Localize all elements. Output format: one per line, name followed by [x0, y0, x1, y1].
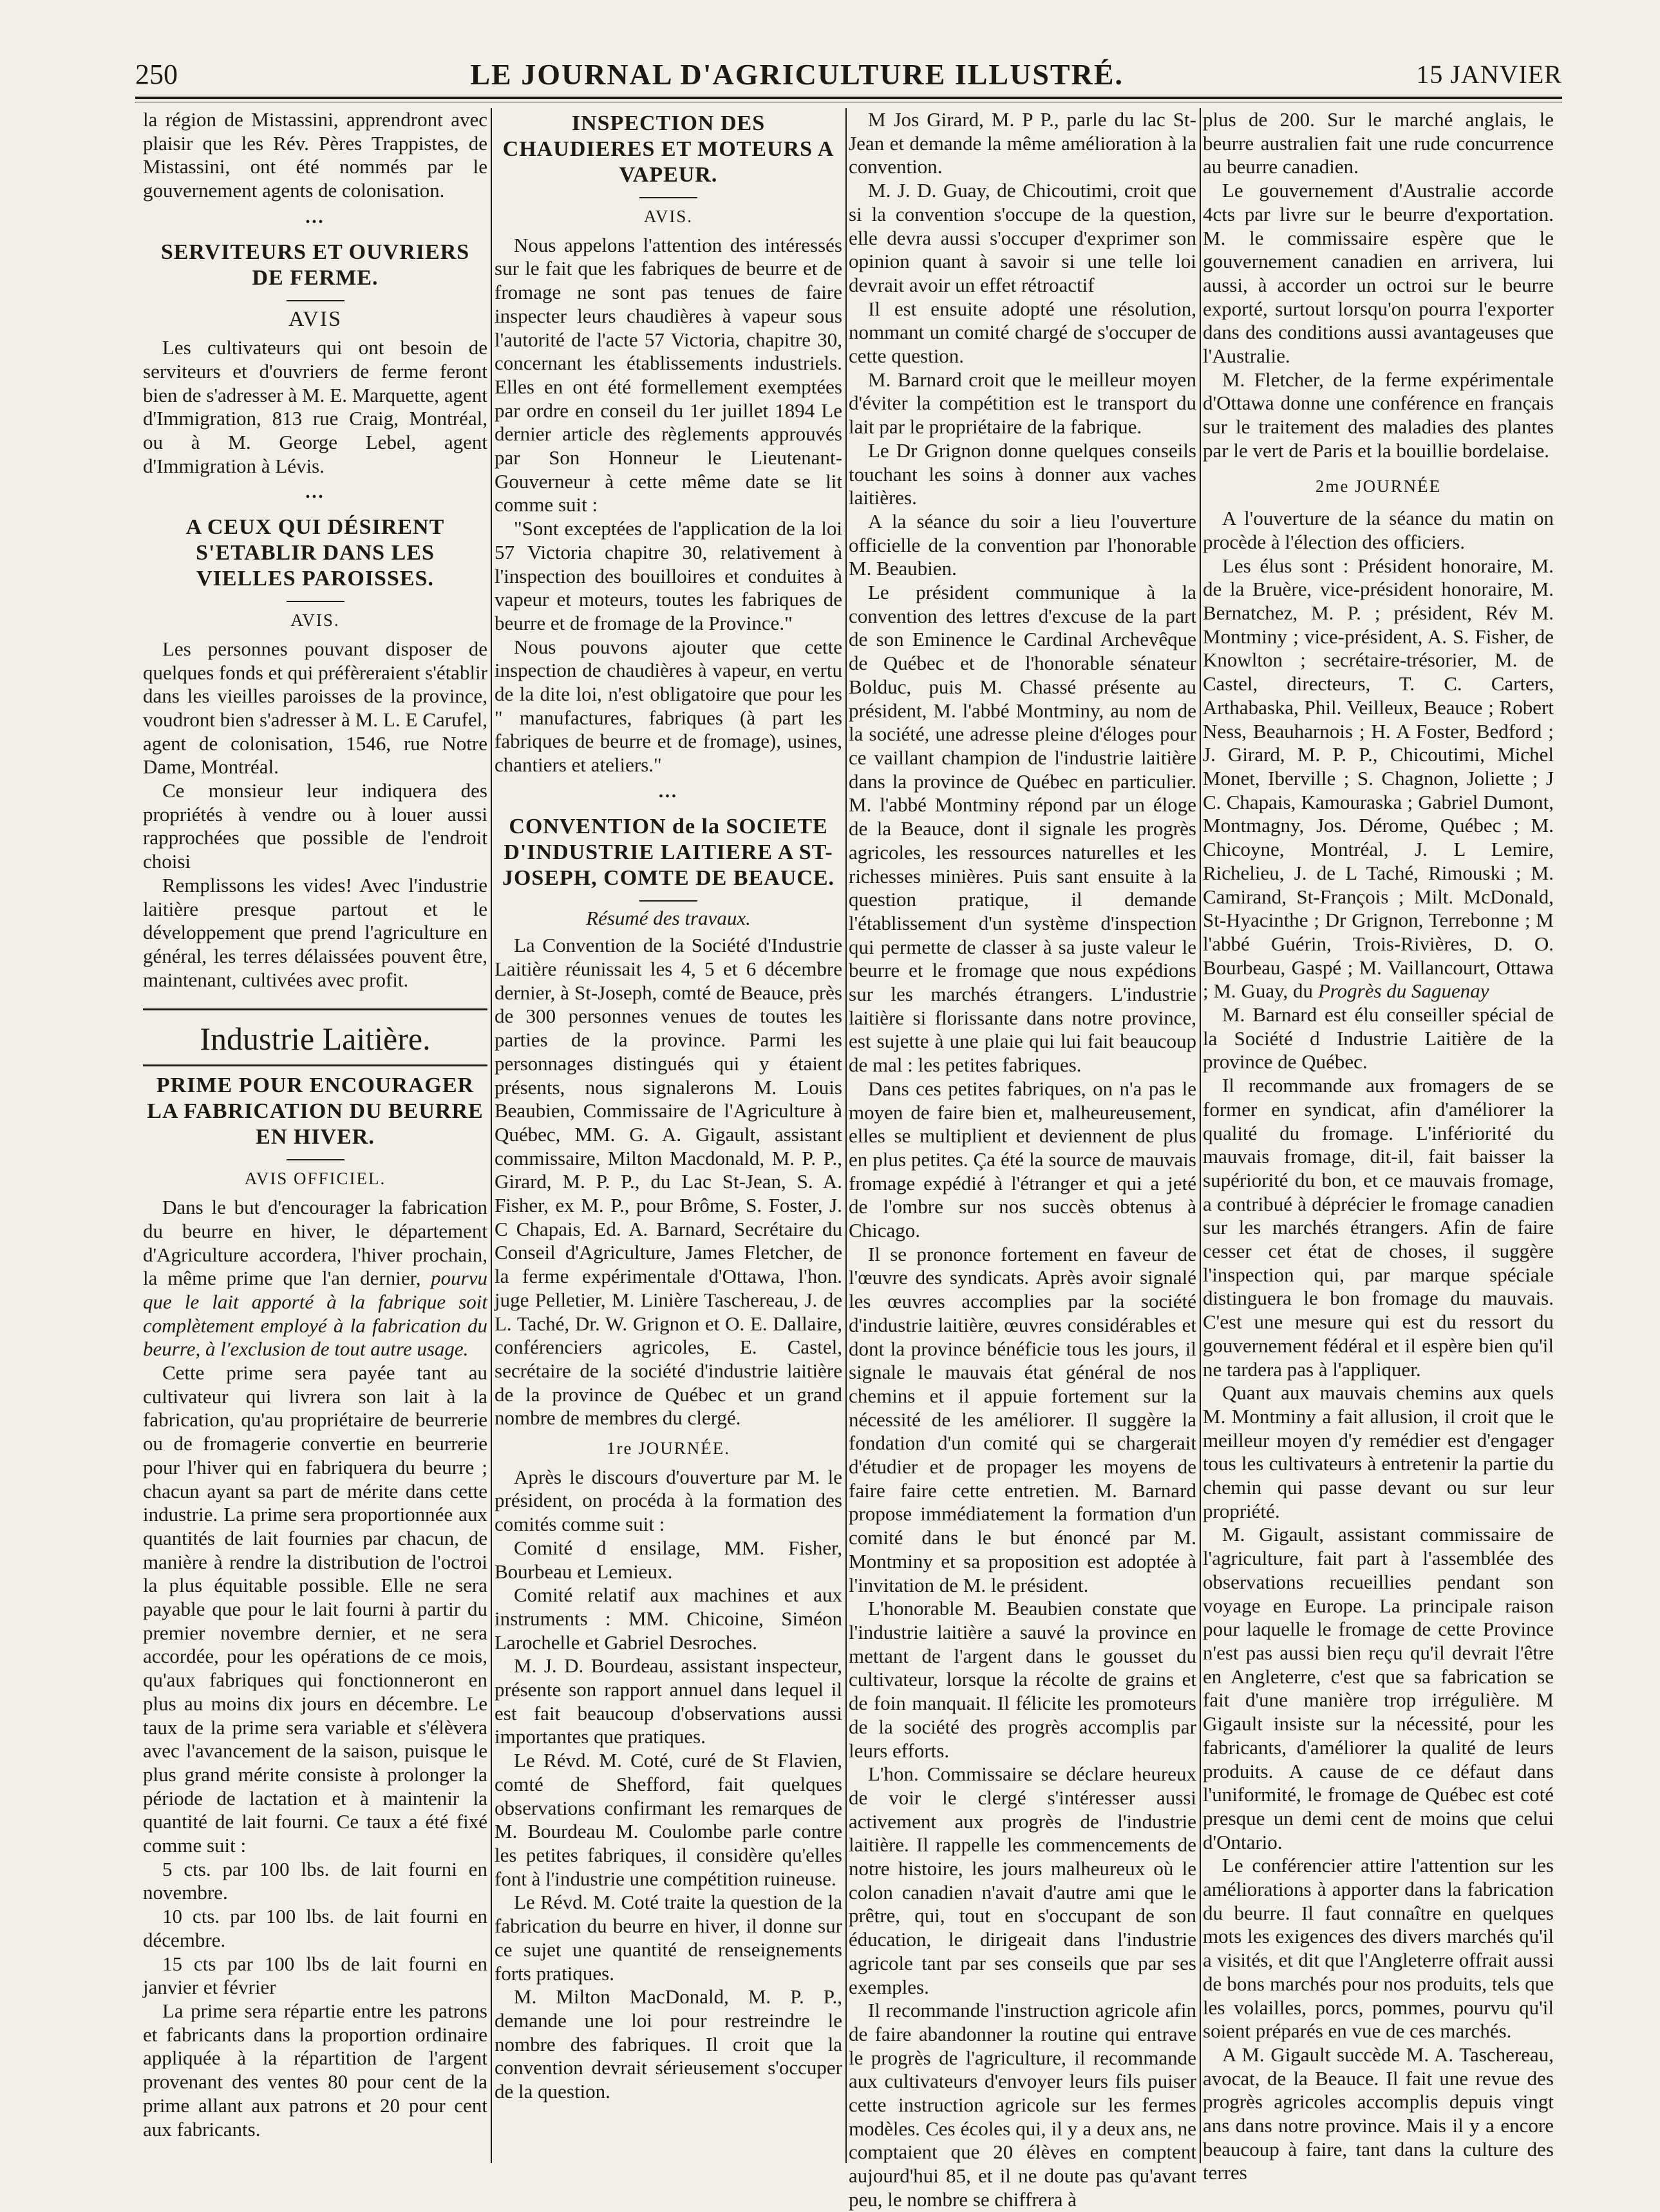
paragraph: M. J. D. Guay, de Chicoutimi, croit que si la convention s'occupe de la question, elle devra aussi s'occuper d'exprimer son opinion quant à savoir si une telle loi devrait avoir un effet rétroactif — [849, 179, 1196, 296]
headline-ceux-qui-desirent: A CEUX QUI DÉSIRENT S'ETABLIR DANS LES VIELLES PAROISSES. — [185, 515, 445, 591]
paragraph: Les cultivateurs qui ont besoin de serviteurs et d'ouvriers de ferme feront bien de s'adresser à M. E. Marquette, agent d'Immigration, 813 rue Craig, Montréal, ou à M. George Lebel, agent d'Immigration à Lévis. — [143, 336, 487, 477]
paragraph: Il recommande aux fromagers de se former en syndicat, afin d'améliorer la qualité du fromage. L'infériorité du mauvais fromage, dit-il, fait baisser la supériorité du bon, et ce mauvais fromage, a contribué à déprécier le fromage canadien sur les marchés étrangers. Afin de faire cesser cet état de choses, il suggère l'inspection qui, par marque spéciale distinguera le bon fromage du mauvais. C'est une mesure qui est du ressort du gouvernement fédéral et il espère bien qu'il ne tardera pas à l'appliquer. — [1203, 1074, 1554, 1381]
paragraph: Remplissons les vides! Avec l'industrie laitière presque partout et le développement que prend l'agriculture en général, les terres délaissées pouvent être, maintenant, cultivées avec profit. — [143, 873, 487, 991]
column-4 — [1203, 108, 1554, 2184]
paragraph: Il se prononce fortement en faveur de l'œuvre des syndicats. Après avoir signalé les œuvres accomplies par la société d'industrie laitière, œuvres considérables et dont la province bénéficie tous les jours, il signale le mauvais état général de nos chemins et il appuie fortement sur la nécessité de les améliorer. Il suggère la fondation d'un comité qui se chargerait d'étudier et de propager les moyens de faire faire cette entretien. M. Barnard propose immédiatement la formation d'un comité dans le but énoncé par M. Montminy et sa proposition est adoptée à l'invitation de M. le président. — [849, 1242, 1196, 1596]
paragraph: Comité d ensilage, MM. Fisher, Bourbeau et Lemieux. — [495, 1536, 842, 1583]
paragraph: Le conférencier attire l'attention sur les améliorations à apporter dans la fabrication du beurre. Il faut connaître en quelques mots les exigences des divers marchés qu'il a visités, et dit que l'Angleterre offrait aussi de bons marchés pour nos produits, tels que les volailles, porcs, pommes, pourvu qu'il soient préparés en vue de ces marchés. — [1203, 1854, 1554, 2043]
paragraph: la région de Mistassini, apprendront avec plaisir que les Rév. Pères Trappistes, de Mistassini, ont été nommés par le gouvernement agents de colonisation. — [143, 108, 487, 202]
short-rule — [639, 197, 697, 198]
paragraph: M. Milton MacDonald, M. P. P., demande une loi pour restreindre le nombre des fabriques. Il croit que la convention devrait sérieusement s'occuper de la question. — [495, 1985, 842, 2103]
paragraph: M Jos Girard, M. P P., parle du lac St-Jean et demande la même amélioration à la convention. — [849, 108, 1196, 178]
section-separator: ••• — [305, 214, 325, 229]
section-separator: ••• — [658, 789, 678, 804]
paragraph: Nous pouvons ajouter que cette inspection de chaudières à vapeur, en vertu de la dite loi, n'est obligatoire que pour les " manufactures, fabriques (à part les fabriques de beurre et de fromage), usines, chantiers et ateliers." — [495, 635, 842, 777]
paragraph — [143, 1196, 487, 1361]
paragraph: 10 cts. par 100 lbs. de lait fourni en décembre. — [143, 1905, 487, 1951]
headline-serviteurs: SERVITEURS ET OUVRIERS DE FERME. — [160, 240, 470, 290]
paragraph: M. Gigault, assistant commissaire de l'agriculture, fait part à l'assemblée des observations recueillies pendant son voyage en Europe. La principale raison pour laquelle le fromage de cette Province n'est pas aussi bien reçu qu'il devrait l'être en Angleterre, c'est que sa fabrication se fait d'une manière trop irrégulière. M Gigault insiste sur la nécessité, pour les fabricants, d'améliorer la qualité de leurs produits. A cause de ce défaut dans l'uniformité, le fromage de Québec est coté presque un demi cent de moins que celui d'Ontario. — [1203, 1523, 1554, 1853]
column-divider — [491, 108, 492, 2163]
subhead-1re-journee: 1re JOURNÉE. — [607, 1439, 730, 1459]
subhead-avis: AVIS. — [290, 610, 340, 630]
column-2 — [495, 108, 842, 2163]
section-rule — [143, 1064, 487, 1066]
paragraph: Le Révd. M. Coté, curé de St Flavien, comté de Shefford, fait quelques observations confirmant les remarques de M. Bourdeau M. Coulombe parle contre les petites fabriques, il considère qu'elles font à l'industrie une compétition ruineuse. — [495, 1749, 842, 1890]
column-divider — [1200, 108, 1201, 2163]
paragraph: L'honorable M. Beaubien constate que l'industrie laitière a sauvé la province en mettant de l'argent dans le gousset du cultivateur, lorsque la récolte de grains et de foin manquait. Il félicite les promoteurs de la société des progrès accomplis par leurs efforts. — [849, 1597, 1196, 1762]
short-rule — [639, 900, 697, 902]
header-rule — [135, 97, 1562, 99]
paragraph: A la séance du soir a lieu l'ouverture officielle de la convention par l'honorable M. Beaubien. — [849, 509, 1196, 580]
paragraph: L'hon. Commissaire se déclare heureux de voir le clergé s'intéresser aussi activement aux progrès de l'industrie laitière. Il rappelle les commencements de notre histoire, les jours malheureux où le colon canadien n'avait d'autre ami que le prêtre, qui, tout en s'occupant de son éducation, le dirigeait dans l'industrie agricole tant par ses conseils que par ses exemples. — [849, 1763, 1196, 1998]
paragraph: Le Dr Grignon donne quelques conseils touchant les soins à donner aux vaches laitières. — [849, 439, 1196, 509]
headline-inspection: INSPECTION DES CHAUDIERES ET MOTEURS A VAPEUR. — [502, 111, 835, 187]
short-rule — [287, 601, 344, 602]
paragraph: "Sont exceptées de l'application de la loi 57 Victoria chapitre 30, relativement à l'inspection des bouilloires et conduites à vapeur et moteurs, toutes les fabriques de beurre et de fromage de la Province." — [495, 517, 842, 634]
italic-text-run: pourvu que le lait apporté à la fabrique soit complètement employé à la fabrication du beurre, à l'exclusion de tout autre usage. — [143, 1267, 487, 1361]
journal-title: LE JOURNAL D'AGRICULTURE ILLUSTRÉ. — [470, 57, 1124, 91]
paragraph: Cette prime sera payée tant au cultivateur qui livrera son lait à la fabrication, qu'au propriétaire de beurrerie ou de fromagerie convertie en beurrerie pour l'hiver qui en fabriquera du beurre ; chacun ayant sa part de mérite dans cette industrie. La prime sera proportionnée aux quantités de lait fournies par chacun, de manière à rendre la distribution de l'octroi la plus équitable possible. Elle ne sera payable que pour le lait fourni à partir du premier novembre dernier, et ne sera accordée, pour les opérations de ce mois, qu'aux fabriques qui fonctionneront en plus au moins dix jours en décembre. Le taux de la prime sera variable et s'élèvera avec l'avancement de la saison, puisque le plus grand mérite consiste à prolonger la période de lactation et à maintenir la quantité de lait fourni. Ce taux a été fixé comme suit : — [143, 1361, 487, 1857]
headline-convention: CONVENTION de la SOCIETE D'INDUSTRIE LAITIERE A ST-JOSEPH, COMTE DE BEAUCE. — [502, 814, 835, 890]
page-header — [135, 52, 1562, 97]
paragraph: Les personnes pouvant disposer de quelques fonds et qui préfèreraient s'établir dans les vieilles paroisses de la province, voudront bien s'adresser à M. L. E Carufel, agent de colonisation, 1546, rue Notre Dame, Montréal. — [143, 637, 487, 779]
paragraph: Après le discours d'ouverture par M. le président, on procéda à la formation des comités comme suit : — [495, 1465, 842, 1536]
italic-text-run: Progrès du Saguenay — [1317, 979, 1489, 1003]
section-separator: ••• — [305, 490, 325, 505]
text-run: Les élus sont : Président honoraire, M. de la Bruère, vice-président honoraire, M. Bernatchez, M. P. ; président, Rév M. Montminy ; vice-président, A. S. Fisher, de Knowlton ; secrétaire-trésorier, M. de Castel, directeurs, T. C. Carters, Arthabaska, Phil. Veilleux, Beauce ; Robert Ness, Beauharnois ; H. A Foster, Bedford ; J. Girard, M. P. P., Chicoutimi, Michel Monet, Iberville ; S. Chagnon, Joliette ; J C. Chapais, Kamouraska ; Gabriel Dumont, Montmagny, Jos. Dérome, Québec ; M. Chicoyne, Montréal, J. L Lemire, Richelieu, J. de L Taché, Rimouski ; M. Camirand, St-François ; Milt. McDonald, St-Hyacinthe ; Dr Grignon, Terrebonne ; M l'abbé Guérin, Trois-Rivières, D. O. Bourbeau, Gaspé ; M. Vaillancourt, Ottawa ; M. Guay, du — [1203, 554, 1554, 1003]
section-title-industrie-laitiere: Industrie Laitière. — [200, 1021, 431, 1057]
subhead-avis-officiel: AVIS OFFICIEL. — [244, 1169, 386, 1189]
paragraph — [1203, 554, 1554, 1003]
paragraph: Nous appelons l'attention des intéressés sur le fait que les fabriques de beurre et de fromage ne sont pas tenues de faire inspecter leurs chaudières à vapeur sous l'autorité de l'acte 57 Victoria, chapitre 30, concernant les établissements industriels. Elles en ont été formellement exemptées par ordre en conseil du 1er juillet 1894 Le dernier article des règlements approuvés par Son Honneur le Lieutenant-Gouverneur à cette même date se lit comme suit : — [495, 233, 842, 516]
paragraph: A l'ouverture de la séance du matin on procède à l'élection des officiers. — [1203, 507, 1554, 553]
paragraph: 5 cts. par 100 lbs. de lait fourni en novembre. — [143, 1857, 487, 1904]
subhead-avis: AVIS. — [643, 207, 693, 226]
paragraph: La prime sera répartie entre les patrons et fabricants dans la proportion ordinaire appliquée à la répartition de l'argent provenant des ventes 80 pour cent de la prime allant aux patrons et 20 pour cent aux fabricants. — [143, 1999, 487, 2141]
short-rule — [287, 1159, 344, 1160]
paragraph: plus de 200. Sur le marché anglais, le beurre australien fait une rude concurrence au beurre canadien. — [1203, 108, 1554, 178]
paragraph: Le Révd. M. Coté traite la question de la fabrication du beurre en hiver, il donne sur ce sujet une quantité de renseignements forts pratiques. — [495, 1891, 842, 1985]
paragraph: M. Fletcher, de la ferme expérimentale d'Ottawa donne une conférence en français sur le traitement des maladies des plantes par le vert de Paris et la bouillie bordelaise. — [1203, 368, 1554, 462]
paragraph: Il recommande l'instruction agricole afin de faire abandonner la routine qui entrave le progrès de l'agriculture, il recommande aux cultivateurs d'envoyer leurs fils puiser cette instruction agricole sur les fermes modèles. Ces écoles qui, il y a deux ans, ne comptaient que 20 élèves en comptent aujourd'hui 85, et il ne doute pas qu'avant peu, le nombre se chiffrera à — [849, 1999, 1196, 2211]
page-number: 250 — [135, 58, 178, 90]
column-3 — [849, 108, 1196, 2211]
text-run: Dans le but d'encourager la fabrication du beurre en hiver, le département d'Agriculture accordera, l'hiver prochain, la même prime que l'an dernier, — [143, 1196, 487, 1290]
paragraph: Le président communique à la convention des lettres d'excuse de la part de son Eminence le Cardinal Archevêque de Québec et de l'honorable sénateur Bolduc, puis M. Chassé présente au président, M. l'abbé Montminy, au nom de la société, une adresse pleine d'éloges pour ce vaillant champion de l'industrie laitière dans la province de Québec en particulier. M. l'abbé Montminy répond par un éloge de la Beauce, dont il signale les progrès agricoles, les ressources naturelles et les richesses minières. Puis sant ensuite à la question pratique, il demande l'établissement d'un système d'inspection qui permette de classer à sa juste valeur le beurre et le fromage que nous expédions sur les marchés étrangers. L'industrie laitière si florissante dans notre province, est sujette à une plaie qui lui fait beaucoup de mal : les petites fabriques. — [849, 581, 1196, 1077]
paragraph: A M. Gigault succède M. A. Taschereau, avocat, de la Beauce. Il fait une revue des progrès agricoles accomplis depuis vingt ans dans notre province. Mais il y a encore beaucoup à faire, tant dans la culture des terres — [1203, 2043, 1554, 2184]
paragraph: Il est ensuite adopté une résolution, nommant un comité chargé de s'occuper de cette question. — [849, 297, 1196, 368]
paragraph: La Convention de la Société d'Industrie Laitière réunissait les 4, 5 et 6 décembre dernier, à St-Joseph, comté de Beauce, près de 300 personnes venues de toutes les parties de la province. Parmi les personnages distingués qui y étaient présents, nous signalerons M. Louis Beaubien, Commissaire de l'Agriculture à Québec, MM. G. A. Gigault, assistant commissaire, Milton Macdonald, M. P. P., Girard, M. P. P., du Lac St-Jean, S. A. Fisher, ex M. P., pour Brôme, S. Foster, J. C Chapais, Ed. A. Barnard, Secrétaire du Conseil d'Agriculture, James Fletcher, de la ferme expérimentale d'Ottawa, l'hon. juge Pelletier, M. Linière Taschereau, J. de L. Taché, Dr. W. Grignon et O. E. Dallaire, conférenciers agricoles, E. Castel, secrétaire de la société d'industrie laitière de la province de Québec et un grand nombre de membres du clergé. — [495, 934, 842, 1430]
paragraph: 15 cts par 100 lbs de lait fourni en janvier et février — [143, 1952, 487, 1999]
column-1 — [143, 108, 487, 2163]
headline-prime: PRIME POUR ENCOURAGER LA FABRICATION DU BEURRE EN HIVER. — [147, 1073, 484, 1149]
section-rule — [143, 1008, 487, 1010]
subhead-2me-journee: 2me JOURNÉE — [1315, 476, 1442, 496]
paragraph: Le gouvernement d'Australie accorde 4cts par livre sur le beurre d'exportation. M. le commissaire espère que le gouvernement canadien en arrivera, lui aussi, à accorder un octroi sur le beurre exporté, surtout lorsqu'on pourra l'exporter dans des conditions aussi avantageuses que l'Australie. — [1203, 179, 1554, 368]
column-divider — [845, 108, 847, 2163]
paragraph: M. J. D. Bourdeau, assistant inspecteur, présente son rapport annuel dans lequel il est fait beaucoup d'observations aussi importantes que pratiques. — [495, 1654, 842, 1748]
paragraph: M. Barnard croit que le meilleur moyen d'éviter la compétition est le transport du lait par le propriétaire de la fabrique. — [849, 368, 1196, 439]
paragraph: Dans ces petites fabriques, on n'a pas le moyen de faire bien et, malheureusement, elles se multiplient et deviennent de plus en plus petites. Ça été la source de mauvais fromage expédié à l'étranger et qui a jeté de l'ombre sur nos succès obtenus à Chicago. — [849, 1077, 1196, 1242]
paragraph: Quant aux mauvais chemins aux quels M. Montminy a fait allusion, il croit que le meilleur moyen d'y remédier est d'engager tous les cultivateurs à entretenir la partie du chemin qui passe devant ou sur leur propriété. — [1203, 1381, 1554, 1522]
short-rule — [287, 300, 344, 301]
paragraph: Comité relatif aux machines et aux instruments : MM. Chicoine, Siméon Larochelle et Gabriel Desroches. — [495, 1583, 842, 1654]
paragraph: Ce monsieur leur indiquera des propriétés à vendre ou à louer aussi rapprochées que possible de l'endroit choisi — [143, 779, 487, 873]
issue-date: 15 JANVIER — [1416, 59, 1562, 89]
subhead-resume: Résumé des travaux. — [586, 906, 751, 929]
subhead-avis: AVIS — [288, 307, 342, 331]
paragraph: M. Barnard est élu conseiller spécial de la Société d Industrie Laitière de la province de Québec. — [1203, 1003, 1554, 1073]
